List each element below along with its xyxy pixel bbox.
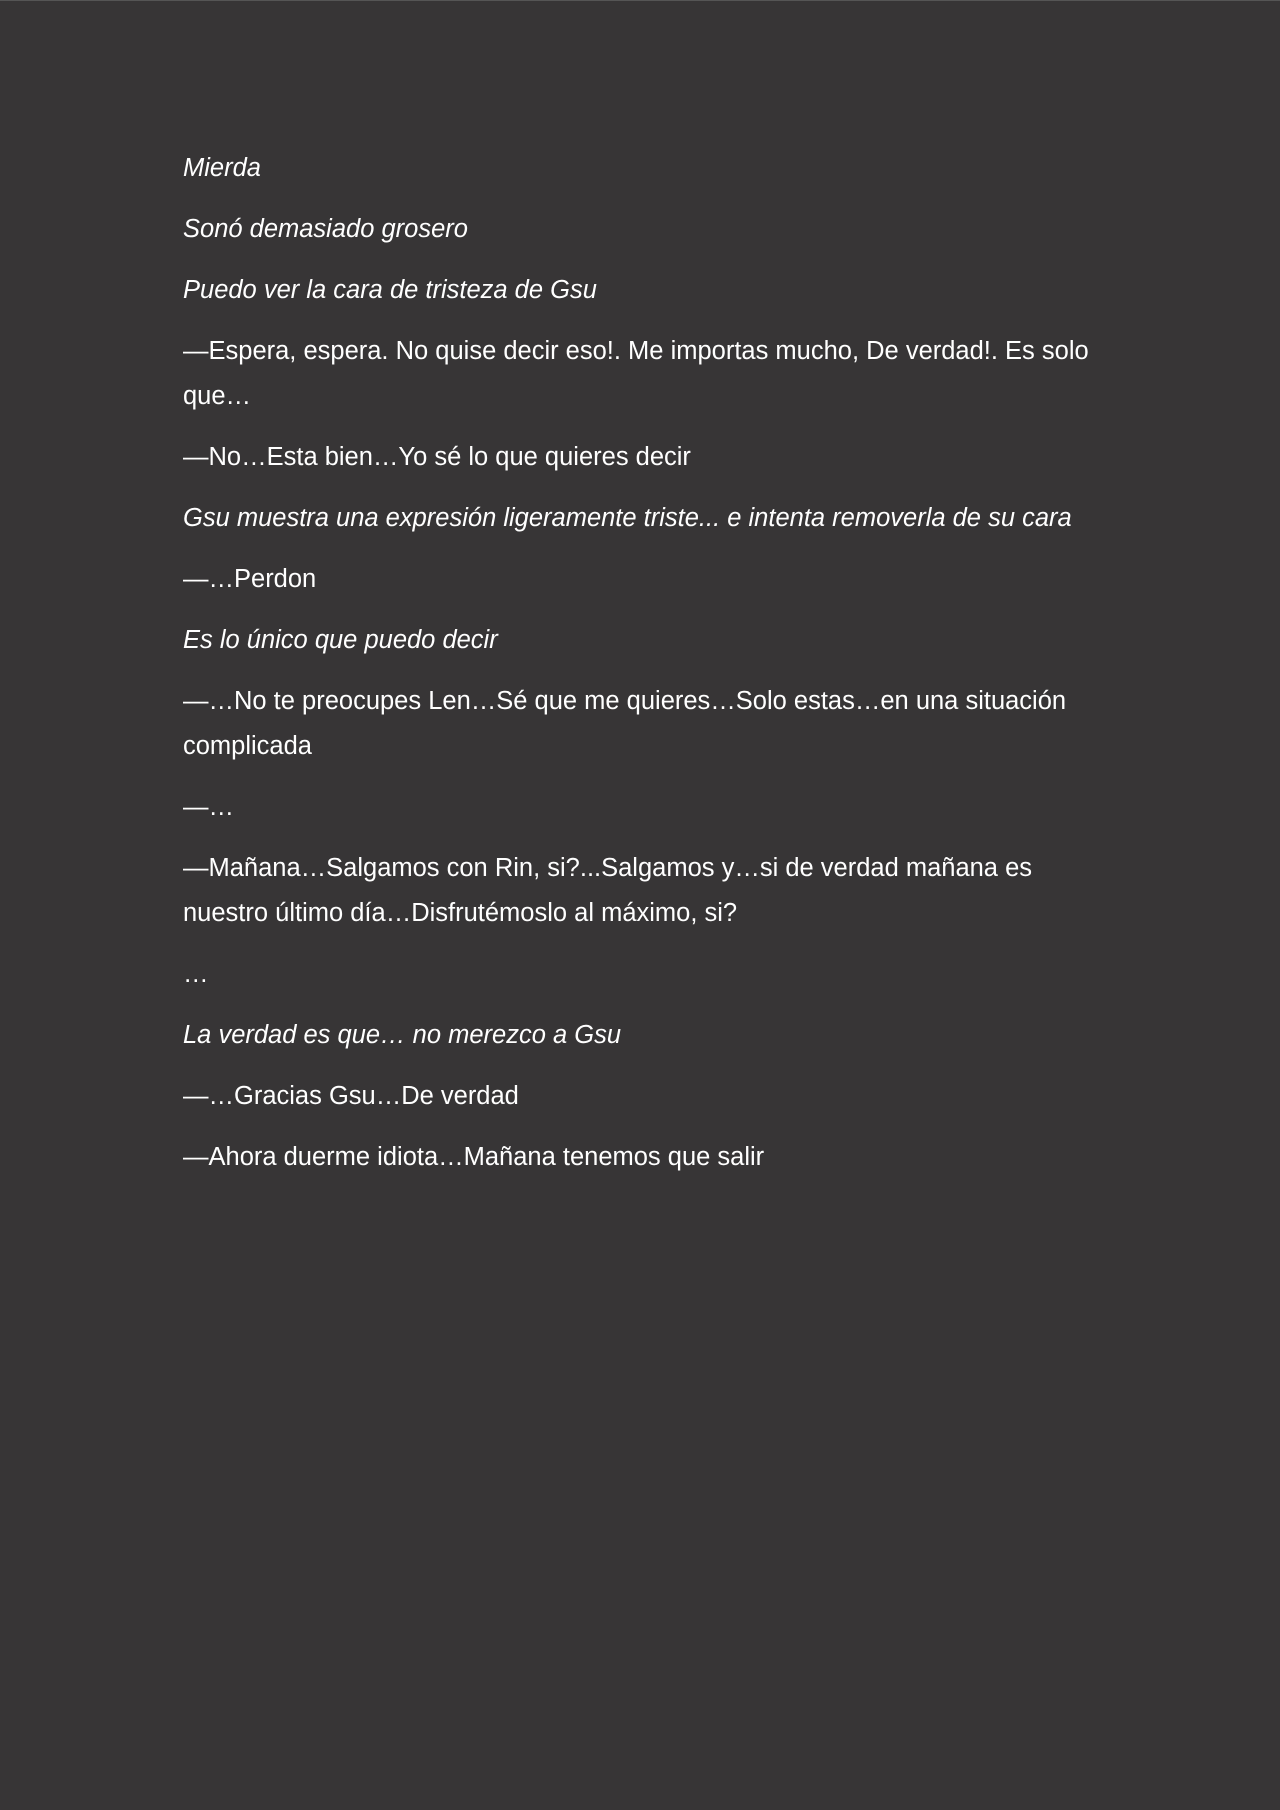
dialogue-paragraph: —Mañana…Salgamos con Rin, si?...Salgamos y…si de verdad mañana es nuestro último día…Disfrutémoslo al máximo, si? [183, 854, 1033, 927]
dialogue-paragraph: —…No te preocupes Len…Sé que me quieres…Solo estas…en una situación complicada [183, 687, 1067, 760]
narration-paragraph: Es lo único que puedo decir [183, 626, 498, 654]
dialogue-paragraph: —…Perdon [183, 565, 317, 593]
dialogue-paragraph: —… [183, 793, 234, 821]
narration-paragraph: Gsu muestra una expresión ligeramente triste... e intenta removerla de su cara [183, 504, 1072, 532]
dialogue-paragraph: —Ahora duerme idiota…Mañana tenemos que salir [183, 1143, 765, 1171]
dialogue-paragraph: … [183, 960, 209, 988]
dialogue-paragraph: —…Gracias Gsu…De verdad [183, 1082, 519, 1110]
narration-paragraph: Sonó demasiado grosero [183, 215, 468, 243]
narration-paragraph: Mierda [183, 154, 261, 182]
document-body [183, 146, 1103, 1196]
dialogue-paragraph: —Espera, espera. No quise decir eso!. Me importas mucho, De verdad!. Es solo que… [183, 337, 1089, 410]
narration-paragraph: Puedo ver la cara de tristeza de Gsu [183, 276, 597, 304]
narration-paragraph: La verdad es que… no merezco a Gsu [183, 1021, 621, 1049]
dialogue-paragraph: —No…Esta bien…Yo sé lo que quieres decir [183, 443, 691, 471]
